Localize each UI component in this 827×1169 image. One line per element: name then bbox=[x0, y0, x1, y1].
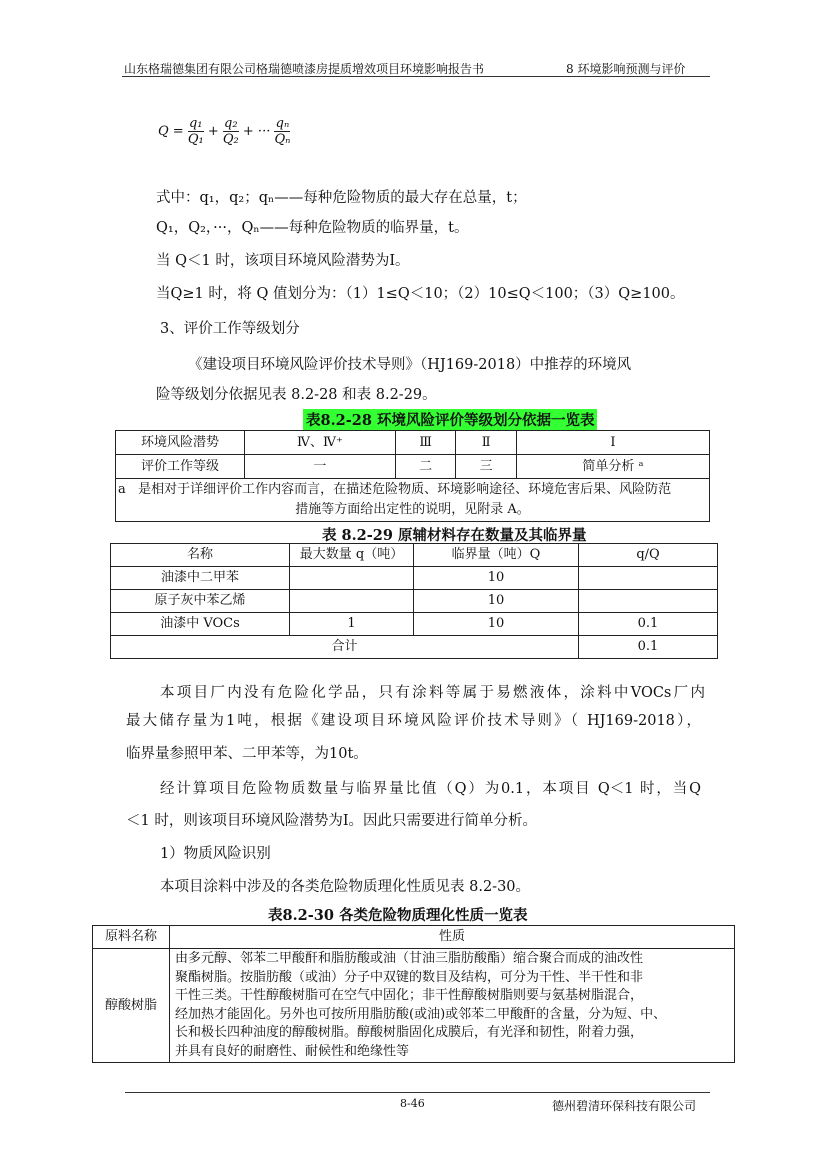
header-chapter: 8 环境影响预测与评价 bbox=[566, 62, 686, 76]
table-30 bbox=[92, 925, 735, 1063]
paragraph-line: 当 Q＜1 时，该项目环境风险潜势为Ⅰ。 bbox=[156, 253, 410, 269]
table-row: 醇酸树脂 由多元醇、邻苯二甲酸酐和脂肪酸或油（甘油三脂肪酸酯）缩合聚合而成的油改性 聚酯树脂。按脂肪酸（或油）分子中双键的数目及结构，可分为干性、半干性和非 干性三类。干性醇酸树脂可在空气中固化；非干性醇酸树脂则要与氨基树脂混合， 经加热才能固化。另外也可按所用脂肪酸(或油)或邻苯二甲酸酐的含量，分为短、中、 长和极长四种油度的醇酸树脂。醇酸树脂固化成膜后，有光泽和韧性，附着力强， 并具有良好的耐磨性、耐候性和绝缘性等 bbox=[93, 949, 735, 1063]
paragraph-line: 最大储存量为1吨，根据《建设项目环境风险评价技术导则》（ HJ169-2018）， bbox=[126, 713, 701, 729]
paragraph-line: 本项目涂料中涉及的各类危险物质理化性质见表 8.2-30。 bbox=[160, 879, 531, 895]
paragraph-line: 本项目厂内没有危险化学品，只有涂料等属于易燃液体，涂料中VOCs厂内 bbox=[160, 685, 705, 701]
table-row: 油漆中二甲苯 10 bbox=[111, 567, 718, 590]
table-total-row: 合计 0.1 bbox=[111, 636, 718, 659]
paragraph-line: 1）物质风险识别 bbox=[160, 846, 271, 862]
formula-term: $\frac{\text{q₁}}{\text{Q₁}}$ bbox=[187, 116, 204, 147]
table-row: 油漆中 VOCs 1 10 0.1 bbox=[111, 613, 718, 636]
paragraph-line: 经计算项目危险物质数量与临界量比值（Q）为0.1，本项目 Q＜1 时，当Q bbox=[160, 781, 701, 797]
table-28 bbox=[115, 430, 710, 522]
formula: Q = $\frac{\text{q₁}}{\text{Q₁}}$ + $\frac{\text{q₂}}{\text{Q₂}}$ + ··· $\frac{\text{qₙ}}{\text{Qₙ}}$ bbox=[158, 116, 291, 147]
table-29-title: 表 8.2-29 原辅材料存在数量及其临界量 bbox=[322, 527, 587, 544]
formula-term: $\frac{\text{qₙ}}{\text{Qₙ}}$ bbox=[274, 116, 291, 147]
table-row: 环境风险潜势 Ⅳ、Ⅳ⁺ Ⅲ Ⅱ Ⅰ bbox=[116, 431, 710, 455]
paragraph-line: 当Q≥1 时，将 Q 值划分为：（1）1≤Q＜10；（2）10≤Q＜100；（3）Q≥100。 bbox=[156, 286, 685, 302]
paragraph-line: 临界量参照甲苯、二甲苯等，为10t。 bbox=[126, 746, 368, 762]
section-heading: 3、评价工作等级划分 bbox=[160, 321, 300, 337]
header-title: 山东格瑞德集团有限公司格瑞德喷漆房提质增效项目环境影响报告书 bbox=[124, 62, 485, 76]
page-number: 8-46 bbox=[400, 1097, 425, 1110]
paragraph-line: 险等级划分依据见表 8.2-28 和表 8.2-29。 bbox=[156, 387, 437, 403]
table-row: 原子灰中苯乙烯 10 bbox=[111, 590, 718, 613]
table-header-row: 名称 最大数量 q（吨） 临界量（吨）Q q/Q bbox=[111, 544, 718, 567]
table-header-row: 原料名称 性质 bbox=[93, 926, 735, 949]
table-30-title: 表8.2-30 各类危险物质理化性质一览表 bbox=[268, 907, 528, 924]
table-28-title: 表8.2-28 环境风险评价等级划分依据一览表 bbox=[303, 409, 597, 430]
paragraph-line: 《建设项目环境风险评价技术导则》（HJ169-2018）中推荐的环境风 bbox=[188, 357, 632, 373]
paragraph-line: Q₁，Q₂，···，Qₙ——每种危险物质的临界量，t。 bbox=[156, 220, 469, 236]
formula-lhs: Q = bbox=[158, 124, 184, 139]
paragraph-line: 式中：q₁，q₂；qₙ——每种危险物质的最大存在总量，t； bbox=[156, 190, 527, 206]
footer-rule bbox=[125, 1092, 710, 1093]
formula-term: $\frac{\text{q₂}}{\text{Q₂}}$ bbox=[222, 116, 239, 147]
paragraph-line: ＜1 时，则该项目环境风险潜势为Ⅰ。因此只需要进行简单分析。 bbox=[126, 813, 538, 829]
table-29 bbox=[110, 543, 718, 659]
table-row: 评价工作等级 一 二 三 简单分析 ᵃ bbox=[116, 455, 710, 479]
table-note-row: a 是相对于详细评价工作内容而言，在描述危险物质、环境影响途径、环境危害后果、风险防范 措施等方面给出定性的说明，见附录 A。 bbox=[116, 479, 710, 522]
header-rule bbox=[122, 76, 710, 77]
footer-company: 德州碧清环保科技有限公司 bbox=[552, 1099, 697, 1113]
